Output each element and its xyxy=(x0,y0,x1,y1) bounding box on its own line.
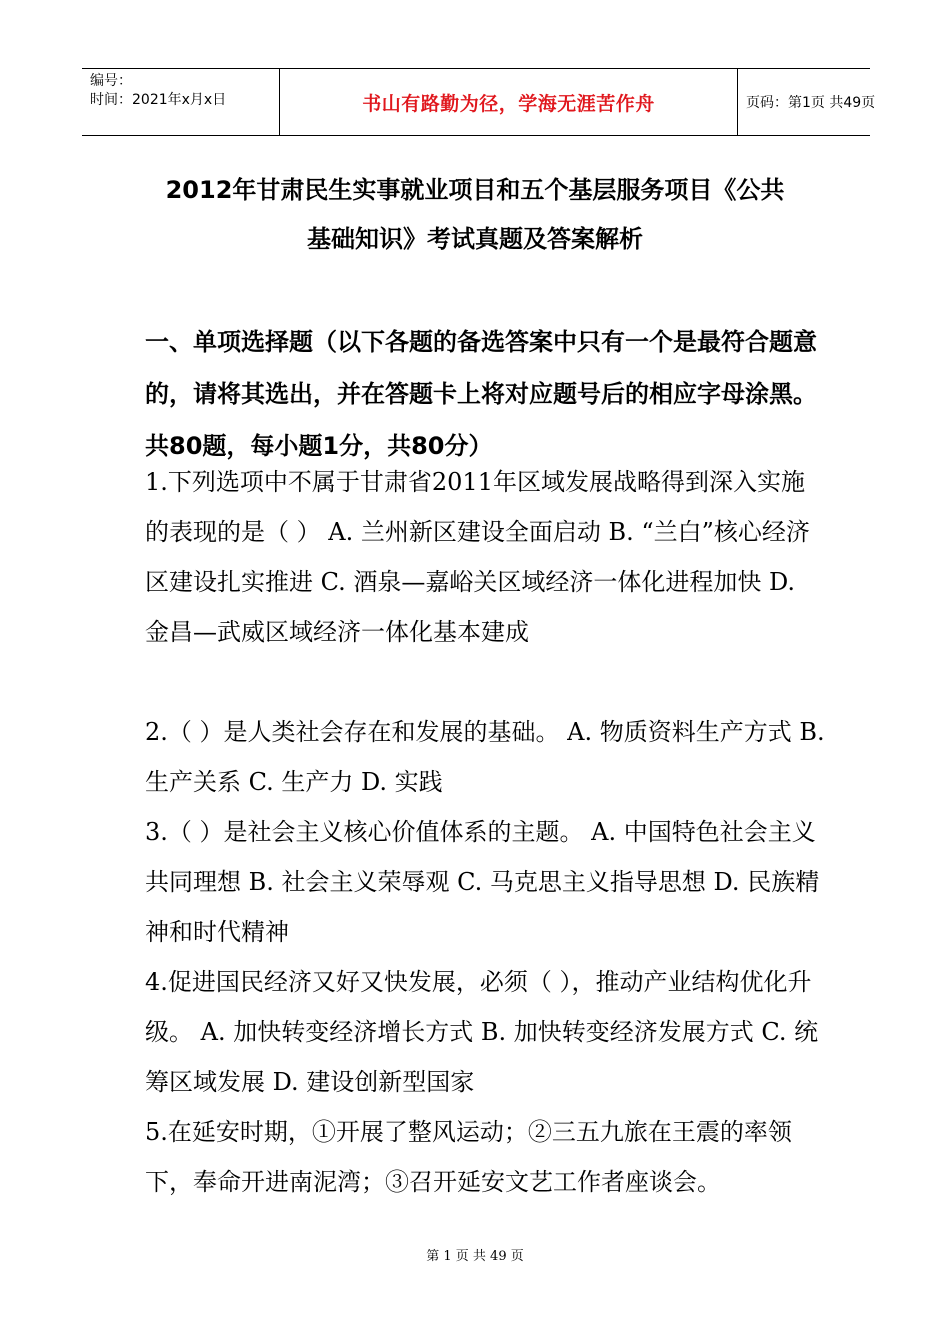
page-footer: 第 1 页 共 49 页 xyxy=(426,1249,524,1264)
header-page-number: 页码：第1页 共49页 xyxy=(746,95,876,111)
question-3: 3.（ ）是社会主义核心价值体系的主题。 A. 中国特色社会主义共同理想 B. 社会主义荣辱观 C. 马克思主义指导思想 D. 民族精神和时代精神 xyxy=(145,818,820,946)
section-heading: 一、单项选择题（以下各题的备选答案中只有一个是最符合题意的，请将其选出，并在答题卡上将对应题号后的相应字母涂黑。共80题，每小题1分，共80分） xyxy=(145,328,817,460)
header-motto: 书山有路勤为径，学海无涯苦作舟 xyxy=(280,69,738,135)
number-label: 编号： xyxy=(90,73,132,89)
date-label: 时间：2021年x月x日 xyxy=(90,92,227,108)
question-5: 5.在延安时期，①开展了整风运动；②三五九旅在王震的率领下，奉命开进南泥湾；③召开延安文艺工作者座谈会。 xyxy=(145,1118,792,1196)
header-meta xyxy=(82,69,280,135)
document-title-line-2: 基础知识》考试真题及答案解析 xyxy=(307,225,643,253)
document-header xyxy=(82,68,876,136)
question-1: 1.下列选项中不属于甘肃省2011年区域发展战略得到深入实施的表现的是（ ） A. 兰州新区建设全面启动 B. “兰白”核心经济区建设扎实推进 C. 酒泉—嘉峪关区域经济一体化进程加快 D. 金昌—武威区域经济一体化基本建成 xyxy=(145,468,810,646)
document-title-line-1: 2012年甘肃民生实事就业项目和五个基层服务项目《公共 xyxy=(165,176,785,204)
question-4: 4.促进国民经济又好又快发展，必须（ ），推动产业结构优化升级。 A. 加快转变经济增长方式 B. 加快转变经济发展方式 C. 统筹区域发展 D. 建设创新型国家 xyxy=(145,968,819,1096)
question-2: 2.（ ）是人类社会存在和发展的基础。 A. 物质资料生产方式 B. 生产关系 C. 生产力 D. 实践 xyxy=(145,718,825,796)
